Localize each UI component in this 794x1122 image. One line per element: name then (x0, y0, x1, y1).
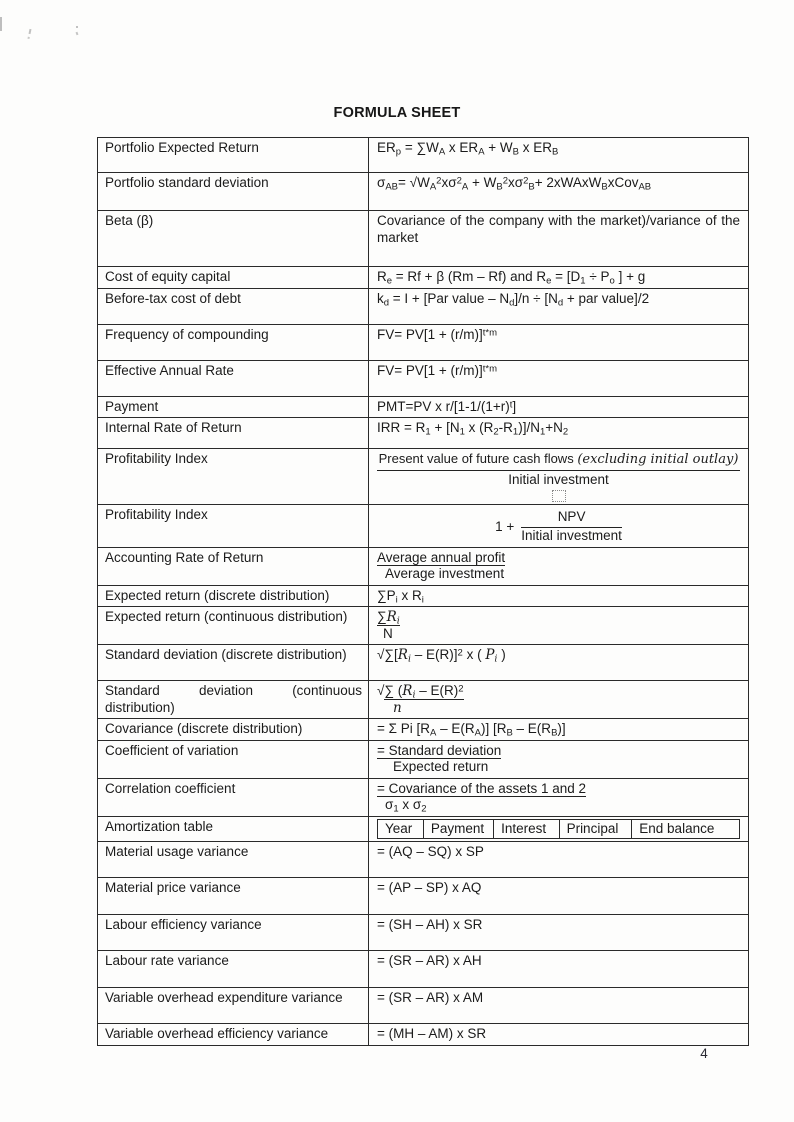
formula-value (369, 396, 749, 418)
table-row (98, 396, 749, 418)
formula-value (369, 842, 749, 878)
table-row (98, 1024, 749, 1046)
table-row (98, 360, 749, 396)
formula-line: Average investment (385, 566, 505, 581)
fraction-denominator: Initial investment (521, 528, 622, 543)
table-row (98, 211, 749, 267)
formula-value (369, 988, 749, 1024)
amortization-header-cell: Year (378, 820, 424, 839)
formula-label: Profitability Index (98, 505, 369, 548)
fraction (377, 451, 740, 502)
table-row (98, 719, 749, 741)
formula-label: Profitability Index (98, 449, 369, 505)
table-row (98, 915, 749, 951)
formula-line: $√\sum[R_i - E(R)]^2$ x ( $P_i$ ) (377, 647, 506, 665)
formula-label: Covariance (discrete distribution) (98, 719, 369, 741)
table-row (98, 988, 749, 1024)
formula-label: Labour efficiency variance (98, 915, 369, 951)
table-row (98, 547, 749, 585)
formula-label: Cost of equity capital (98, 267, 369, 289)
amortization-header-row (378, 820, 740, 839)
formula-label: Beta (β) (98, 211, 369, 267)
formula-value (369, 173, 749, 211)
formula-value (369, 607, 749, 645)
formula-line: $ER_p = \sum W_A$ x $ER_A + W_B$ x $ER_B$ (377, 140, 559, 158)
amortization-header-cell: Principal (559, 820, 632, 839)
formula-line: $k_d = I + [Par$ value – $N_d]/n \div [N_d$ + par value]/2 (377, 290, 650, 308)
formula-line: = (SH – AH) x SR (377, 917, 483, 932)
formula-line: $\sum P_i$ x $R_i$ (377, 587, 424, 605)
table-row (98, 288, 749, 324)
formula-label: Internal Rate of Return (98, 418, 369, 449)
formula-label: Coefficient of variation (98, 740, 369, 778)
formula-value (369, 211, 749, 267)
formula-value (369, 288, 749, 324)
formula-label: Accounting Rate of Return (98, 547, 369, 585)
formula-line: Average annual profit (377, 549, 506, 565)
formula-value (369, 681, 749, 719)
page-title: FORMULA SHEET (333, 105, 461, 121)
formula-line: $R_e = Rf + \beta$ (Rm – Rf) and $R_e = [D_1 \div P_o$ ] + g (377, 269, 646, 287)
formula-line: $FV= PV[1 + (r/m)]^{t*m}$ (377, 326, 498, 342)
formula-value (369, 951, 749, 988)
formula-value (369, 645, 749, 681)
table-row (98, 681, 749, 719)
formula-line: = (AQ – SQ) x SP (377, 844, 484, 859)
table-row (98, 842, 749, 878)
formula-label: Payment (98, 396, 369, 418)
formula-value (369, 585, 749, 607)
formula-line: Expected return (393, 759, 489, 774)
table-row (98, 267, 749, 289)
fraction-denominator: Initial investment (508, 471, 609, 487)
formula-value (369, 547, 749, 585)
formula-label: Standard deviation (discrete distribution) (98, 645, 369, 681)
formula-value (369, 418, 749, 449)
formula-label: Labour rate variance (98, 951, 369, 988)
formula-value (369, 740, 749, 778)
formula-label: Expected return (discrete distribution) (98, 585, 369, 607)
formula-label: Material usage variance (98, 842, 369, 878)
fraction-numerator: Present value of future cash flows (excluding initial outlay) (377, 451, 740, 471)
scan-artifact (76, 26, 78, 28)
scan-artifact (29, 29, 32, 34)
formula-line: √∑ ($R_i - E(R)^2$ (377, 683, 464, 701)
table-row (98, 816, 749, 842)
formula-line: = Standard deviation (377, 742, 502, 758)
formula-label: Material price variance (98, 878, 369, 915)
formula-label: Variable overhead efficiency variance (98, 1024, 369, 1046)
scan-artifact (0, 17, 2, 31)
formula-table (97, 137, 749, 1046)
formula-line: $\sum R_i$ (377, 609, 400, 627)
table-row (98, 740, 749, 778)
table-row (98, 878, 749, 915)
table-row (98, 173, 749, 211)
table-row (98, 951, 749, 988)
formula-label: Expected return (continuous distribution) (98, 607, 369, 645)
amortization-table (377, 819, 740, 839)
formula-line: IRR = $R_1 + [N_1$ x $(R_2-R_1)]/N_1+N_2$ (377, 420, 569, 438)
formula-line: = (AP – SP) x AQ (377, 880, 482, 895)
formula-value (369, 719, 749, 741)
amortization-header-cell: Interest (494, 820, 559, 839)
page-number: 4 (700, 1046, 708, 1061)
table-row (98, 585, 749, 607)
table-row (98, 449, 749, 505)
formula-label: Effective Annual Rate (98, 360, 369, 396)
formula-line: = Covariance of the assets 1 and 2 (377, 780, 587, 796)
formula-label: Portfolio Expected Return (98, 138, 369, 173)
formula-line: Covariance of the company with the market)/variance of the market (377, 213, 740, 245)
table-row (98, 645, 749, 681)
table-row (98, 324, 749, 360)
fraction-prefix: 1 + (495, 518, 515, 534)
amortization-header-cell: Payment (423, 820, 493, 839)
fraction (377, 507, 740, 545)
fraction-numerator: NPV (521, 509, 622, 528)
table-row (98, 607, 749, 645)
formula-line: = (MH – AM) x SR (377, 1026, 487, 1041)
formula-line: n (393, 699, 402, 716)
table-row (98, 138, 749, 173)
table-row (98, 778, 749, 816)
formula-line: $\sigma_1$ x $\sigma_2$ (385, 797, 427, 815)
formula-value (369, 324, 749, 360)
formula-label: Variable overhead expenditure variance (98, 988, 369, 1024)
formula-line: $FV= PV[1 + (r/m)]^{t*m}$ (377, 362, 498, 378)
formula-value (369, 267, 749, 289)
formula-line: $\sigma_{AB}= √W_A^2x\sigma^2_A + W_B^2x\sigma^2_B+$ 2xWAxW$_B$xCov$_{AB}$ (377, 175, 652, 193)
formula-label: Amortization table (98, 816, 369, 842)
formula-label: Standard deviation (continuous distribution) (98, 681, 369, 719)
formula-label: Frequency of compounding (98, 324, 369, 360)
formula-line: N (383, 625, 393, 641)
formula-value (369, 360, 749, 396)
formula-value (369, 449, 749, 505)
formula-value (369, 816, 749, 842)
formula-value (369, 878, 749, 915)
formula-line: = Σ Pi $[R_A - E(R_A)]$ $[R_B - E(R_B)]$ (377, 721, 566, 739)
missing-glyph-box (552, 490, 566, 502)
formula-label: Before-tax cost of debt (98, 288, 369, 324)
formula-value (369, 505, 749, 548)
formula-line: PMT=PV x $r/[1-1/(1+r)^t]$ (377, 398, 517, 414)
table-row (98, 418, 749, 449)
formula-value (369, 138, 749, 173)
amortization-header-cell: End balance (632, 820, 740, 839)
formula-value (369, 1024, 749, 1046)
formula-value (369, 778, 749, 816)
formula-line: = (SR – AR) x AM (377, 990, 484, 1005)
formula-label: Portfolio standard deviation (98, 173, 369, 211)
table-row (98, 505, 749, 548)
formula-line: = (SR – AR) x AH (377, 953, 482, 968)
formula-value (369, 915, 749, 951)
formula-table-body (98, 138, 749, 1046)
formula-label: Correlation coefficient (98, 778, 369, 816)
